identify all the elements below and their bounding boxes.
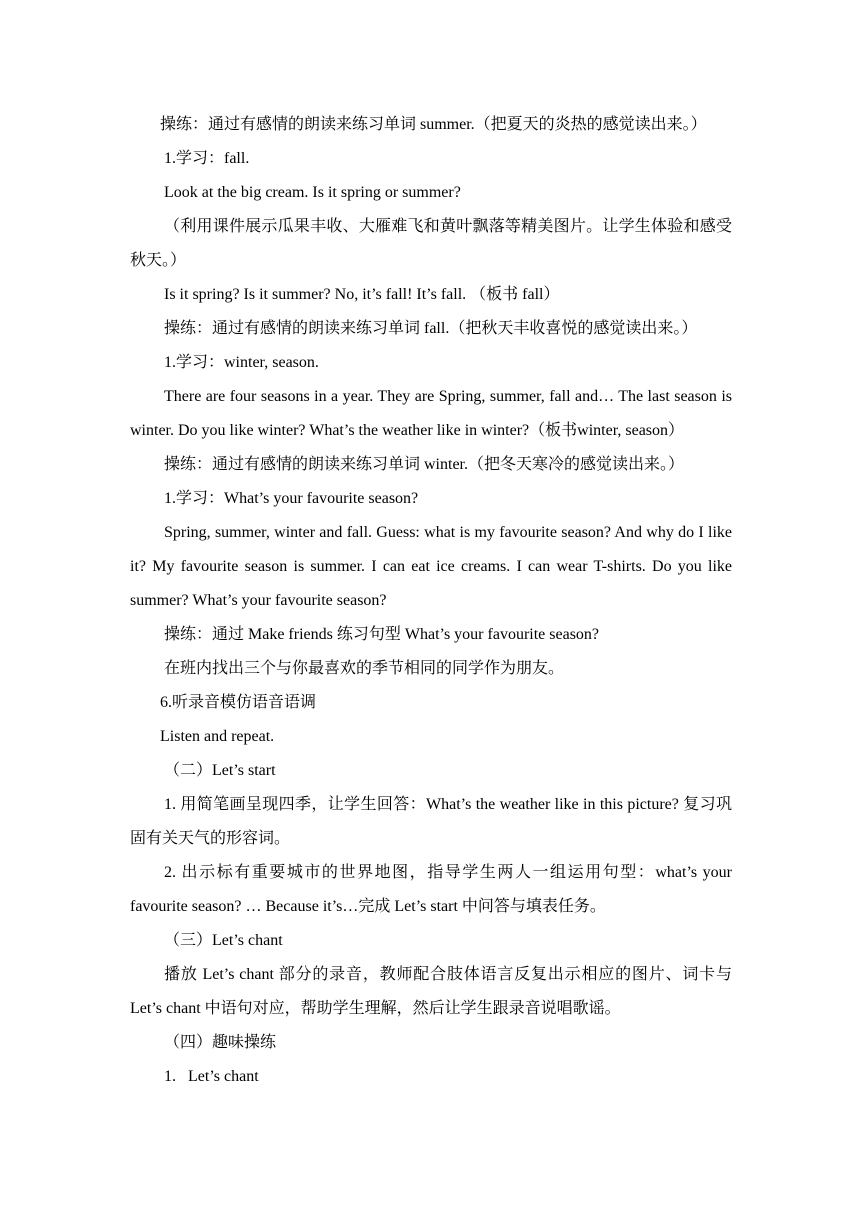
paragraph-practice-summer: 操练：通过有感情的朗读来练习单词 summer.（把夏天的炎热的感觉读出来。） [160,116,707,133]
paragraph-play-chant-recording: 播放 Let’s chant 部分的录音，教师配合肢体语言反复出示相应的图片、词卡与 Let’s chant 中语句对应，帮助学生理解，然后让学生跟录音说唱歌谣。 [130,966,732,1017]
paragraph-learn-winter-season: 1.学习：winter, season. [164,354,319,371]
paragraph-learn-favourite-season: 1.学习：What’s your favourite season? [164,490,419,507]
paragraph-courseware-autumn: （利用课件展示瓜果丰收、大雁难飞和黄叶飘落等精美图片。让学生体验和感受秋天。） [130,218,732,269]
paragraph-world-map-task: 2. 出示标有重要城市的世界地图，指导学生两人一组运用句型：what’s your favourite season? … Because it’s…完成 Let’s start 中问答与填表任务。 [130,864,732,915]
paragraph-stick-figure-seasons: 1. 用简笔画呈现四季，让学生回答：What’s the weather like in this picture? 复习巩固有关天气的形容词。 [130,796,732,847]
paragraph-look-big-cream: Look at the big cream. Is it spring or summer? [164,184,461,201]
paragraph-practice-fall: 操练：通过有感情的朗读来练习单词 fall.（把秋天丰收喜悦的感觉读出来。） [164,320,698,337]
paragraph-guess-favourite-season: Spring, summer, winter and fall. Guess: what is my favourite season? And why do I like it? My favourite season is summer. I can eat ice creams. I can wear T-shirts. Do you like summer? What’s your favourite season? [130,524,732,609]
paragraph-practice-make-friends: 操练：通过 Make friends 练习句型 What’s your favourite season? [164,626,600,643]
list-item-lets-chant: 1. Let’s chant [164,1068,259,1085]
heading-fun-practice: （四）趣味操练 [164,1034,277,1051]
paragraph-find-three-friends: 在班内找出三个与你最喜欢的季节相同的同学作为朋友。 [164,660,565,677]
paragraph-learn-fall: 1.学习：fall. [164,150,250,167]
paragraph-is-it-fall: Is it spring? Is it summer? No, it’s fall! It’s fall. （板书 fall） [164,286,560,303]
paragraph-listen-imitate: 6.听录音模仿语音语调 [160,694,317,711]
document-body [130,108,732,1094]
heading-lets-start: （二）Let’s start [164,762,276,779]
paragraph-listen-repeat: Listen and repeat. [160,728,275,745]
paragraph-practice-winter: 操练：通过有感情的朗读来练习单词 winter.（把冬天寒冷的感觉读出来。） [164,456,684,473]
paragraph-four-seasons: There are four seasons in a year. They are Spring, summer, fall and… The last season is winter. Do you like winter? What’s the weather like in winter?（板书winter, season） [130,388,732,439]
heading-lets-chant: （三）Let’s chant [164,932,283,949]
